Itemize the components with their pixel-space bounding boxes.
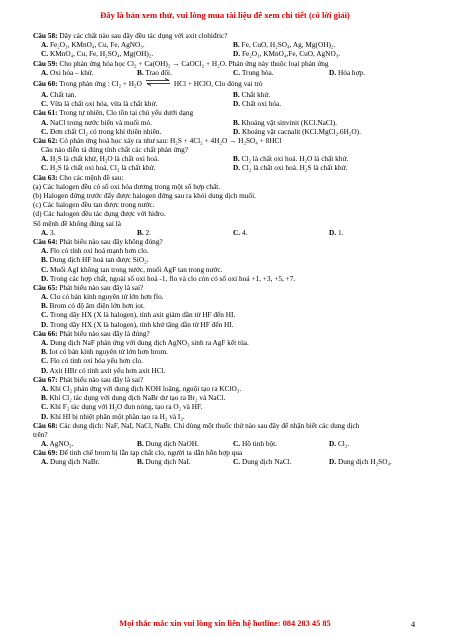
option-d: D. Trong các hợp chất, ngoài số oxi hoá -1, flo và clo còn có số oxi hoá +1, +3, +5, +7. bbox=[41, 273, 296, 283]
question-number: Câu 62: bbox=[33, 135, 58, 145]
question-number: Câu 59: bbox=[33, 58, 58, 68]
option-d: D. Cl₂. bbox=[329, 439, 350, 449]
question-text: Dãy các chất nào sau đây đều tác dụng với axit clohiđric? bbox=[57, 31, 228, 40]
question-text: Cho các mệnh đề sau: bbox=[57, 172, 124, 182]
question-text: Phát biểu nào sau đây không đúng? bbox=[57, 236, 163, 246]
question-text: Phát biểu nào sau đây là đúng? bbox=[57, 328, 150, 338]
question-60 bbox=[33, 77, 425, 90]
question-58 bbox=[33, 31, 425, 40]
question-number: Câu 66: bbox=[33, 328, 58, 338]
question-list bbox=[33, 31, 425, 467]
question-65 bbox=[33, 283, 425, 292]
question-number: Câu 58: bbox=[33, 31, 58, 40]
question-59 bbox=[33, 59, 425, 68]
option-a: A. Chất tan. bbox=[41, 89, 77, 99]
option-c: C. Dung dịch NaCl. bbox=[233, 457, 292, 467]
option-c: C. KMnO₄, Cu, Fe, H₂SO₄, Mg(OH)₂. bbox=[41, 49, 154, 59]
options-row bbox=[33, 40, 425, 49]
options-row bbox=[33, 163, 425, 172]
question-62 bbox=[33, 136, 425, 145]
question-66 bbox=[33, 329, 425, 338]
question-63 bbox=[33, 173, 425, 182]
question-text: Cho phản ứng hóa học Cl₂ + Ca(OH)₂ → CaOCl₂ + H₂O. Phản ứng này thuộc loại phản ứng bbox=[57, 58, 329, 68]
option-b: B. Trao đổi. bbox=[137, 67, 172, 77]
question-number: Câu 60: bbox=[33, 78, 58, 88]
option-d: D. Axit HBr có tính axit yếu hơn axit HCl. bbox=[41, 365, 166, 375]
option-c: C. Flo có tính oxi hóa yếu hơn clo. bbox=[41, 356, 143, 366]
question-text: Để tinh chế brom bị lẫn tạp chất clo, người ta dẫn hỗn hợp qua bbox=[57, 448, 243, 458]
option-b: B. Dung dịch HF hoà tan được SiO₂. bbox=[41, 255, 149, 265]
options-row bbox=[33, 457, 425, 466]
option-a: A. Khí Cl₂ phản ứng với dung dịch KOH loãng, nguội tạo ra KClO₃. bbox=[41, 383, 242, 393]
option-c: C. Vừa là chất oxi hóa, vừa là chất khử. bbox=[41, 99, 158, 109]
question-68 bbox=[33, 421, 425, 430]
preview-notice: Đây là bản xem thử, vui lòng mua tài liệu để xem chi tiết (có lời giải) bbox=[100, 10, 350, 20]
question-text: Có phản ứng hoá học xảy ra như sau: H₂S + 4Cl₂ + 4H₂O → H₂SO₄ + 8HCl bbox=[57, 135, 282, 145]
option-d: D. Dung dịch H₂SO₄. bbox=[329, 457, 392, 467]
question-text: Trong phản ứng : Cl₂ + H₂O bbox=[57, 78, 142, 88]
question-text: Các dung dịch: NaF, NaI, NaCl, NaBr. Chỉ dùng một thuốc thử nào sau đây để nhận biết các dung dịch bbox=[57, 420, 360, 430]
question-text: HCl + HClO, Clo đóng vai trò bbox=[173, 78, 263, 88]
option-d: D. Hóa hợp. bbox=[329, 67, 365, 77]
equilibrium-arrow-icon bbox=[145, 77, 171, 90]
option-c: C. 4. bbox=[233, 227, 248, 237]
option-d: D. Khoáng vật cacnalit (KCl.MgCl₂.6H₂O). bbox=[233, 126, 361, 136]
question-69 bbox=[33, 448, 425, 457]
question-number: Câu 61: bbox=[33, 108, 58, 118]
option-d: D. Cl₂ là chất oxi hoá. H₂S là chất khử. bbox=[233, 163, 348, 173]
option-c: C. Trong dãy HX (X là halogen), tính axit giảm dần từ HF đến HI. bbox=[41, 310, 236, 320]
option-a: A. Dung dịch NaF phản ứng với dung dịch AgNO₃ sinh ra AgF kết tủa. bbox=[41, 338, 249, 347]
question-text-cont: trên? bbox=[33, 429, 48, 439]
statement-b: (b) Halogen đứng trước đẩy được halogen đứng sau ra khỏi dung dịch muối. bbox=[33, 191, 256, 200]
options-row bbox=[33, 118, 425, 127]
option-a: A. 3. bbox=[41, 227, 56, 237]
option-a: A. Fe₂O₃, KMnO₄, Cu, Fe, AgNO₃. bbox=[41, 40, 145, 50]
options-row bbox=[33, 228, 425, 237]
question-text: Phát biểu nào sau đây là sai? bbox=[57, 282, 144, 292]
options-row bbox=[33, 49, 425, 58]
options-row bbox=[33, 439, 425, 448]
options-row bbox=[33, 99, 425, 108]
statement-a: (a) Các halogen đều có số oxi hóa dương trong một số hợp chất. bbox=[33, 181, 221, 191]
question-number: Câu 68: bbox=[33, 420, 58, 430]
option-b: B. Khí Cl₂ tác dụng với dung dịch NaBr dư tạo ra Br₂ và NaCl. bbox=[41, 393, 226, 403]
options-row bbox=[33, 154, 425, 163]
question-number: Câu 63: bbox=[33, 172, 58, 182]
options-row bbox=[33, 68, 425, 77]
option-a: A. Clo có bán kính nguyên tử lớn hơn flo. bbox=[41, 292, 164, 302]
option-b: B. Chất khử. bbox=[233, 89, 271, 99]
option-b: B. Brom có độ âm điện lớn hơn iot. bbox=[41, 301, 145, 311]
question-number: Câu 64: bbox=[33, 236, 58, 246]
question-64 bbox=[33, 237, 425, 246]
option-b: B. Khoáng vật sinvinit (KCl.NaCl). bbox=[233, 117, 337, 127]
question-text: Trong tự nhiên, Clo tồn tại chủ yếu dưới dạng bbox=[57, 108, 194, 118]
question-number: Câu 67: bbox=[33, 374, 58, 384]
question-67 bbox=[33, 375, 425, 384]
hotline-footer: Mọi thắc mắc xin vui lòng xin liên hệ hotline: 084 283 45 85 bbox=[119, 619, 331, 628]
option-a: A. AgNO₃. bbox=[41, 439, 74, 449]
option-b: B. Iot có bán kính nguyên tử lớn hơn brom. bbox=[41, 347, 169, 357]
option-d: D. Trong dãy HX (X là halogen), tính khử tăng dần từ HF đến HI. bbox=[41, 319, 234, 329]
question-text: Phát biểu nào sau đây là sai? bbox=[57, 374, 144, 384]
statement-d: (d) Các halogen đều tác dụng được với hiđro. bbox=[33, 209, 166, 219]
page-number: 4 bbox=[411, 620, 416, 629]
option-d: D. Fe₂O₃, KMnO₄,Fe, CuO, AgNO₃. bbox=[233, 49, 341, 59]
question-61 bbox=[33, 108, 425, 117]
option-b: B. 2. bbox=[137, 227, 152, 237]
option-a: A. Oxi hóa – khử. bbox=[41, 67, 94, 77]
statement-c: (c) Các halogen đều tan được trong nước. bbox=[33, 200, 155, 210]
option-d: D. 1. bbox=[329, 227, 344, 237]
question-subtext: Câu nào diễn tả đúng tính chất các chất phản ứng? bbox=[41, 145, 189, 155]
option-d: D. Chất oxi hóa. bbox=[233, 99, 282, 109]
option-d: D. Khí HI bị nhiệt phân một phần tạo ra H₂ và I₂. bbox=[41, 411, 185, 421]
option-a: A. H₂S là chất khử, H₂O là chất oxi hoá. bbox=[41, 154, 160, 164]
option-c: C. Khí F₂ tác dụng với H₂O đun nóng, tạo ra O₂ và HF. bbox=[41, 402, 203, 412]
option-b: B. Fe, CuO, H₂SO₄, Ag, Mg(OH)₂. bbox=[233, 40, 336, 50]
question-subtext: Số mệnh đề không đúng sai là bbox=[33, 218, 121, 228]
question-number: Câu 69: bbox=[33, 448, 58, 458]
option-c: C. Hồ tinh bột. bbox=[233, 439, 278, 449]
option-c: C. Trung hòa. bbox=[233, 67, 274, 77]
option-b: B. Cl₂ là chất oxi hoá. H₂O là chất khử. bbox=[233, 154, 349, 164]
options-row bbox=[33, 127, 425, 136]
option-c: C. H₂S là chất oxi hoá, Cl₂ là chất khử. bbox=[41, 163, 156, 173]
option-b: B. Dung dịch NaI. bbox=[137, 457, 191, 467]
option-a: A. Flo có tính oxi hoá mạnh hơn clo. bbox=[41, 246, 149, 256]
option-c: C. Đơn chất Cl₂ có trong khí thiên nhiên. bbox=[41, 126, 162, 136]
option-a: A. NaCl trong nước biển và muối mỏ. bbox=[41, 117, 152, 127]
options-row bbox=[33, 90, 425, 99]
option-a: A. Dung dịch NaBr. bbox=[41, 457, 100, 467]
question-number: Câu 65: bbox=[33, 282, 58, 292]
option-c: C. Muối AgI không tan trong nước, muối AgF tan trong nước. bbox=[41, 264, 223, 274]
option-b: B. Dung dịch NaOH. bbox=[137, 439, 199, 449]
